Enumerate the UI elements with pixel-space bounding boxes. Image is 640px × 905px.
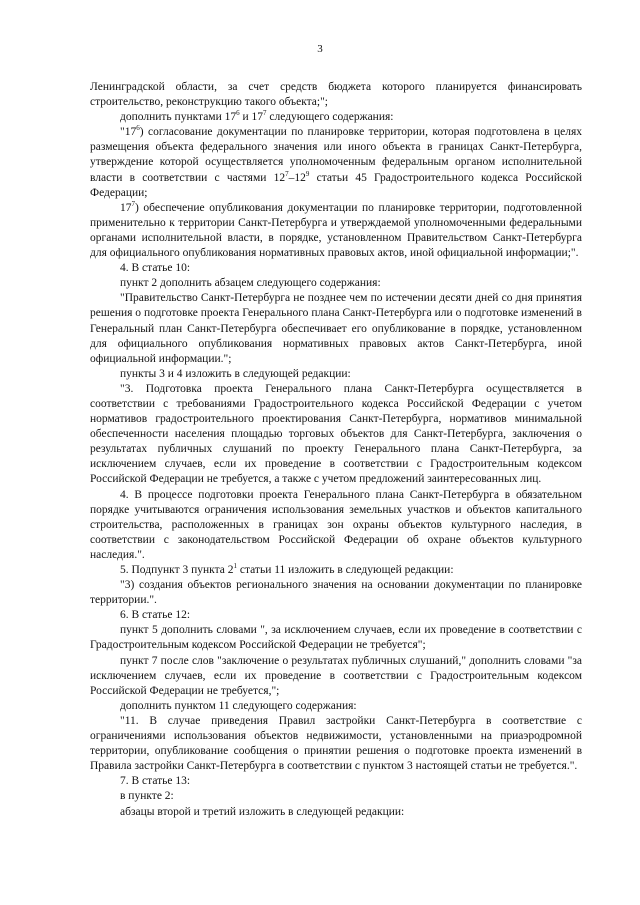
- paragraph: [90, 714, 582, 774]
- superscript: 6: [236, 109, 240, 118]
- paragraph: [90, 80, 582, 110]
- paragraph-text: пункты 3 и 4 изложить в следующей редакции:: [120, 367, 351, 380]
- paragraph: [90, 488, 582, 563]
- paragraph: [90, 563, 582, 578]
- paragraph-text: "3. Подготовка проекта Генерального плана Санкт-Петербурга осуществляется в соответствии с требованиями Градостроительного кодекса Российской Федерации с учетом нормативов градостроительного проектирования Санкт-Петербурга, нормативов минимальной обеспеченности населения площадью торговых объектов для Санкт-Петербурга, заключения о результатах публичных слушаний по проекту Генерального плана Санкт-Петербурга, за исключением случаев, если их проведение в соответствии с Градостроительным кодексом Российской Федерации не требуется, а также с учетом предложений заинтересованных лиц.: [90, 382, 582, 486]
- paragraph: [90, 201, 582, 261]
- paragraph-text: "Правительство Санкт-Петербурга не позднее чем по истечении десяти дней со дня принятия решения о подготовке проекта Генерального плана Санкт-Петербурга или о подготовке изменений в Генеральный план Санкт-Петербурга обеспечивает его опубликование в порядке, установленном для официального опубликования нормативных правовых актов Санкт-Петербурга, иной официальной информации.";: [90, 292, 582, 365]
- paragraph: [90, 276, 582, 291]
- paragraph-text: –12: [288, 171, 306, 184]
- superscript: 7: [285, 169, 289, 178]
- paragraph: [90, 699, 582, 714]
- paragraph: [90, 578, 582, 608]
- paragraph-text: Ленинградской области, за счет средств бюджета которого планируется финансировать строительство, реконструкцию такого объекта;";: [90, 81, 582, 109]
- paragraph-text: ) согласование документации по планировке территории, которая подготовлена в целях размещения объекта федерального значения или иного объекта в границах Санкт-Петербурга, утверждение которой осуществляется уполномоченным федеральным органом исполнительной власти в соответствии с частями 12: [90, 126, 582, 184]
- paragraph: [90, 382, 582, 488]
- paragraph-text: 4. В процессе подготовки проекта Генерального плана Санкт-Петербурга в обязательном порядке учитываются ограничения использования земельных участков и объектов капитального строительства, расположенных в границах зон охраны объектов культурного наследия, в соответствии с законодательством Российской Федерации об охране объектов культурного наследия.".: [90, 488, 582, 561]
- paragraph-text: 5. Подпункт 3 пункта 2: [120, 564, 234, 576]
- paragraph-text: статьи 45 Градостроительного кодекса Российской Федерации;: [90, 171, 582, 199]
- paragraph: [90, 291, 582, 366]
- paragraph: [90, 623, 582, 653]
- paragraph-text: 7. В статье 13:: [120, 775, 191, 788]
- paragraph: [90, 110, 582, 125]
- superscript: 6: [136, 124, 140, 133]
- paragraph-text: 6. В статье 12:: [120, 609, 191, 622]
- paragraph-text: в пункте 2:: [120, 790, 174, 803]
- document-body: [90, 80, 582, 820]
- paragraph-text: дополнить пунктом 11 следующего содержания:: [120, 699, 357, 712]
- superscript: 7: [263, 109, 267, 118]
- paragraph-text: статьи 11 изложить в следующей редакции:: [236, 564, 454, 576]
- paragraph-text: "3) создания объектов регионального значения на основании документации по планировке территории.".: [90, 579, 582, 607]
- paragraph: [90, 261, 582, 276]
- paragraph-text: абзацы второй и третий изложить в следующей редакции:: [120, 805, 405, 818]
- paragraph-text: пункт 7 после слов "заключение о результатах публичных слушаний," дополнить словами "за исключением случаев, если их проведение в соответствии с Градостроительным кодексом Российской Федерации не требуется,";: [90, 654, 582, 697]
- paragraph-text: следующего содержания:: [266, 111, 394, 124]
- paragraph-text: пункт 2 дополнить абзацем следующего содержания:: [120, 277, 381, 290]
- paragraph-text: 17: [120, 201, 132, 214]
- paragraph-text: "17: [120, 126, 137, 139]
- paragraph-text: 4. В статье 10:: [120, 262, 191, 275]
- paragraph: [90, 789, 582, 804]
- paragraph: [90, 774, 582, 789]
- superscript: 7: [131, 199, 135, 208]
- paragraph-text: пункт 5 дополнить словами ", за исключением случаев, если их проведение в соответствии с Градостроительным кодексом Российской Федерации не требуется";: [90, 624, 582, 652]
- paragraph-text: ) обеспечение опубликования документации по планировке территории, подготовленной применительно к территории Санкт-Петербурга и утверждаемой уполномоченными федеральными органами исполнительной власти, в порядке, установленном Правительством Санкт-Петербурга для официального опубликования нормативных правовых актов, иной официальной информации;".: [90, 201, 582, 260]
- paragraph: [90, 608, 582, 623]
- page-number: 3: [317, 43, 323, 55]
- paragraph-text: и 17: [239, 111, 264, 124]
- paragraph-text: "11. В случае приведения Правил застройки Санкт-Петербурга в соответствие с ограничениями использования объектов недвижимости, установленными на приаэродромной территории, опубликование сообщения о принятии решения о подготовке проекта изменений в Правила застройки Санкт-Петербурга в соответствии с пунктом 3 настоящей статьи не требуется.".: [90, 714, 582, 773]
- superscript: 1: [233, 562, 237, 571]
- paragraph-text: дополнить пунктами 17: [120, 111, 237, 124]
- paragraph: [90, 367, 582, 382]
- superscript: 9: [305, 169, 310, 178]
- paragraph: [90, 654, 582, 699]
- paragraph: [90, 805, 582, 820]
- paragraph: [90, 125, 582, 200]
